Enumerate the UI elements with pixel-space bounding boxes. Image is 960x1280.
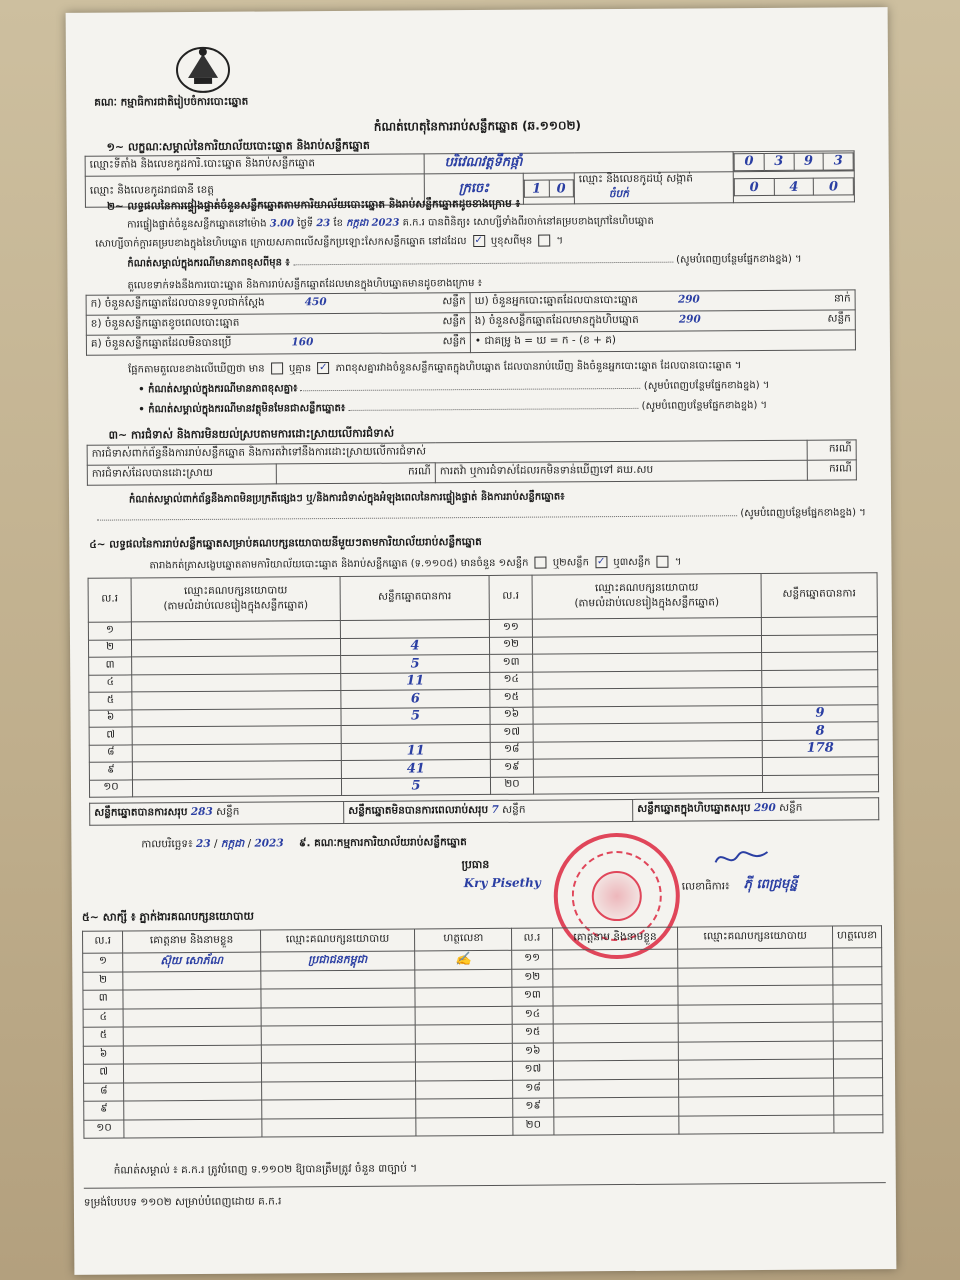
secretary-signature-icon xyxy=(711,846,771,870)
verification-line: ការផ្ទៀងផ្ទាត់ចំនួនសន្លឹកឆ្នោតនៅម៉ោង 3.00 ថ្ងៃទី 23 ខែ កក្កដា 2023 គ.ក.រ បានពិនិត្យ៖ សោហ្សីទាំងពីរចាក់នៅគម្របខាងក្រៅនៃហិបឆ្នោត xyxy=(127,215,654,231)
ballots-unused: 160 xyxy=(291,336,314,349)
location-label: ឈ្មោះទីតាំង និងលេខកូដការិ.បោះឆ្នោត និងរាប់សន្លឹកឆ្នោត xyxy=(85,154,424,176)
party-name xyxy=(132,778,341,797)
party-name xyxy=(132,760,341,779)
witness-party xyxy=(261,988,416,1008)
row-number: ១១ xyxy=(512,950,553,969)
row-number: ៦ xyxy=(89,709,132,727)
witness-signature xyxy=(416,1117,513,1136)
row-number: ១០ xyxy=(84,1120,125,1139)
row-number: ៣ xyxy=(89,657,132,675)
witness-party xyxy=(679,1059,834,1079)
witness-name xyxy=(124,1119,261,1138)
party-name xyxy=(533,740,762,759)
party-name xyxy=(533,705,762,724)
party-name xyxy=(532,618,761,637)
witness-party xyxy=(678,1004,833,1024)
witness-table: ល.រ គោត្តនាម និងនាមខ្លួន ឈ្មោះគណបក្សនយោបាយ ហត្ថលេខា ល.រ គោត្តនាម និងនាមខ្លួន ឈ្មោះគណបក្សនយោបាយ ហត្ថលេខា ១ ស៊ុយ សោភ័ណ ប្រជាជនកម្ពុជា ✍ ១១ ២ ១២ ៣ ១៣ ៤ ១៤ ៥ ១៥ ៦ ១៦ ៧ ១៧ ៨ ១៨ ៩ ១៩ ១០ ២០ xyxy=(82,925,883,1139)
witness-party xyxy=(679,1115,834,1135)
nec-emblem-icon xyxy=(174,40,232,94)
section4-heading: ៤~ លទ្ធផលនៃការរាប់សន្លឹកឆ្នោតសម្រាប់គណបក្សនយោបាយនីមួយៗតាមការិយាល័យរាប់សន្លឹកឆ្នោត xyxy=(89,535,482,551)
changed-checkbox[interactable] xyxy=(538,235,550,247)
vote-count: 5 xyxy=(341,777,490,796)
witness-signature xyxy=(834,1114,883,1133)
code-digit: 4 xyxy=(774,178,814,195)
row-number: ១៥ xyxy=(490,689,533,707)
vote-count: 41 xyxy=(341,759,490,778)
row-number: ១៩ xyxy=(490,759,533,777)
party-name xyxy=(132,690,341,709)
witness-party xyxy=(261,1062,416,1082)
vote-count xyxy=(341,724,490,743)
witness-signature xyxy=(834,1077,883,1096)
row-number: ២០ xyxy=(490,777,533,795)
vote-count: 8 xyxy=(762,722,878,740)
two-sheet-checkbox[interactable]: ✓ xyxy=(596,556,606,568)
has-difference-checkbox[interactable] xyxy=(271,362,283,374)
party-name xyxy=(132,743,341,762)
row-number: ១៨ xyxy=(490,742,533,760)
row-number: ២០ xyxy=(513,1117,554,1136)
witness-name xyxy=(553,986,679,1005)
row-number: ៧ xyxy=(83,1064,124,1083)
witness-party xyxy=(679,1096,834,1116)
witness-signature xyxy=(415,1006,512,1025)
code-digit: 0 xyxy=(734,153,764,170)
irregularity-note: កំណត់សម្គាល់ពាក់ព័ន្ធនឹងភាពមិនប្រក្រតីផ្សេងៗ ឬ/និងការជំទាស់ក្នុងអំឡុងពេលនៃការផ្ទៀងផ្ទាត់ និងការរាប់សន្លឹកឆ្នោត៖ xyxy=(128,491,565,506)
total-ballots-in-box: 290 xyxy=(753,801,776,815)
code-digit: 0 xyxy=(814,178,854,195)
witness-party xyxy=(679,1041,834,1061)
code-digit: 3 xyxy=(823,152,853,169)
witness-name xyxy=(553,1005,679,1024)
time-value: 3.00 xyxy=(269,218,295,230)
witness-name xyxy=(553,1023,679,1042)
difference-note: កំណត់សម្គាល់ក្នុងករណីមានភាពខុសពីមុន ៖ (សូមបំពេញបន្ថែមផ្នែកខាងខ្នង) ។ xyxy=(127,253,802,270)
witness-signature xyxy=(834,1096,883,1115)
witness-party xyxy=(678,1022,833,1042)
witness-name xyxy=(553,1042,679,1061)
row-number: ៦ xyxy=(83,1046,124,1065)
vote-count xyxy=(340,619,489,638)
party-name xyxy=(533,723,762,742)
row-number: ១២ xyxy=(489,637,532,655)
results-body xyxy=(88,617,878,798)
row-number: ១៤ xyxy=(490,672,533,690)
vote-count: 178 xyxy=(762,739,878,757)
party-name xyxy=(533,688,762,707)
witness-signature xyxy=(833,1003,882,1022)
witness-signature xyxy=(833,985,882,1004)
witness-party: ប្រជាជនកម្ពុជា xyxy=(260,951,415,971)
code-digit: 0 xyxy=(734,178,774,195)
party-name xyxy=(132,725,341,744)
section3-heading: ៣~ ការជំទាស់ និងការមិនយល់ស្របតាមការដោះស្រាយលើការជំទាស់ xyxy=(108,426,395,442)
secretary-label: លេខាធិការ៖ xyxy=(681,880,730,893)
row-number: ៨ xyxy=(89,744,132,762)
vote-count xyxy=(762,757,878,775)
witness-name xyxy=(553,1097,679,1116)
row-number: ៧ xyxy=(89,727,132,745)
witness-party xyxy=(261,1080,416,1100)
summary-sheet-line: តារាងកត់ត្រាសង្ខេបឆ្នោតតាមការិយាល័យបោះឆ្នោត និងរាប់សន្លឹកឆ្នោត (ទ.១១០៥) មានចំនួន ១សន្លឹក ឬ២សន្លឹក ✓ ឬ៣សន្លឹក ។ xyxy=(149,556,682,572)
vote-count: 11 xyxy=(341,672,490,691)
signoff-date: កាលបរិច្ឆេទ៖ 23 / កក្កដា / 2023 ៩. គណៈកម្មការការិយាល័យរាប់សន្លឹកឆ្នោត xyxy=(141,836,467,851)
province-value: ក្រចេះ xyxy=(424,173,523,205)
ballots-in-box: 290 xyxy=(678,313,701,326)
witness-name xyxy=(123,989,260,1008)
row-number: ១៣ xyxy=(512,987,553,1006)
row-number: ១៩ xyxy=(513,1098,554,1117)
row-number: ៨ xyxy=(84,1083,125,1102)
witness-signature xyxy=(415,987,512,1006)
footer-divider xyxy=(84,1182,886,1189)
party-name xyxy=(532,635,761,654)
row-number: ១១ xyxy=(489,619,532,637)
witness-party xyxy=(261,1006,416,1026)
witness-party xyxy=(678,948,833,968)
ballots-received: 450 xyxy=(304,296,327,309)
bullet-foreign-object: • កំណត់សម្គាល់ក្នុងករណីមានវត្ថុមិនមែនជាសន្លឹកឆ្នោត៖ (សូមបំពេញបន្ថែមផ្នែកខាងខ្នង) ។ xyxy=(138,399,768,416)
witness-signature xyxy=(416,1061,513,1080)
witness-name xyxy=(552,968,678,987)
commune-value: ចំបក់ xyxy=(608,187,629,201)
row-number: ៤ xyxy=(83,1009,124,1028)
row-number: ១ xyxy=(88,622,131,640)
vote-count xyxy=(762,774,878,792)
witness-name xyxy=(123,1008,260,1027)
witness-signature xyxy=(833,1059,882,1078)
page-title: កំណត់ហេតុនៃការរាប់សន្លឹកឆ្នោត (ឆ.១១០២) xyxy=(373,118,582,134)
witness-name xyxy=(124,1045,261,1064)
row-number: ១៨ xyxy=(513,1080,554,1099)
totals-table: សន្លឹកឆ្នោតបានការសរុប 283 សន្លឹក សន្លឹកឆ្នោតមិនបានការពេលរាប់សរុប 7 សន្លឹក សន្លឹកឆ្នោតក្នុងហិបឆ្នោតសរុប 290 សន្លឹក xyxy=(89,797,879,826)
witness-signature: ✍ xyxy=(415,950,512,969)
province-label: ឈ្មោះ និងលេខកូដរាជធានី ខេត្ត xyxy=(85,174,424,207)
chair-title: ប្រធាន xyxy=(461,857,490,872)
no-difference-checkbox[interactable]: ✓ xyxy=(319,362,328,374)
party-name xyxy=(132,655,341,674)
section1-heading: ១~ លក្ខណៈសម្គាល់នៃការិយាល័យបោះឆ្នោត និងរាប់សន្លឹកឆ្នោត xyxy=(106,138,370,154)
witness-name xyxy=(552,949,678,968)
witness-signature xyxy=(833,948,882,967)
vote-count xyxy=(762,687,878,705)
witness-party xyxy=(261,1025,416,1045)
vote-count xyxy=(761,634,877,652)
witness-name xyxy=(553,1060,679,1079)
row-number: ១៦ xyxy=(490,707,533,725)
witness-name xyxy=(124,1082,261,1101)
party-name xyxy=(132,708,341,727)
row-number: ២ xyxy=(83,972,124,991)
vote-count: 4 xyxy=(340,637,489,656)
year-value: 2023 xyxy=(371,217,400,229)
witness-name xyxy=(123,971,260,990)
section5-heading: ៥~ សាក្សី ៖ ភ្នាក់ងារគណបក្សនយោបាយ xyxy=(81,909,254,924)
row-number: ១ xyxy=(83,953,124,972)
row-number: ៩ xyxy=(84,1101,125,1120)
vote-count: 6 xyxy=(341,689,490,708)
code-digit: 1 xyxy=(524,180,549,197)
party-name xyxy=(132,673,341,692)
escalated-label: ការតវ៉ា ឬការជំទាស់ដែលរកមិនទាន់ឃើញទៅ គឃ.សប xyxy=(435,460,807,483)
total-invalid-votes: 7 xyxy=(491,803,499,816)
form-id: ទម្រង់បែបបទ ១១០២ សម្រាប់បំពេញដោយ គ.ក.រ xyxy=(83,1195,282,1209)
document-page: គណៈ កម្មាធិការជាតិរៀបចំការបោះឆ្នោត កំណត់ហេតុនៃការរាប់សន្លឹកឆ្នោត (ឆ.១១០២) ១~ លក្ខណៈសម្គាល់នៃការិយាល័យបោះឆ្នោត និងរាប់សន្លឹកឆ្នោត ឈ្មោះទីតាំង និងលេខកូដការិ.បោះឆ្នោត និងរាប់សន្លឹកឆ្នោត បរិវេណវត្តទឹកផ្កាំ 0 3 9 3 ឈ្មោះ និងលេខកូដរាជធានី ខេត្ត ក្រចេះ 1 0 ឈ្មោះ និងលេខកូដឃុំ សង្កាត់ ចំបក់ 0 4 0 ២~ លទ្ធផលនៃការផ្ទៀងផ្ទាត់ចំនួនសន្លឹកឆ្នោតតាមការិយាល័យបោះឆ្នោត និងរាប់សន្លឹកឆ្នោតដូចខាងក្រោម ៖ ការផ្ទៀងផ្ទាត់ចំនួនសន្លឹកឆ្នោតនៅម៉ោង 3.00 ថ្ងៃទី 23 ខែ កក្កដា 2023 គ.ក.រ បានពិនិត្យ៖ សោហ្សីទាំងពីរចាក់នៅគម្របខាងក្រៅនៃហិបឆ្នោត សោហ្សីចាក់ក្ដារគម្របខាងក្នុងនៃហិបឆ្នោត ក្រោយសភាពលើសន្លឹកប្រឡោះសែកសន្លឹកឆ្នោត នៅដដែល ✓ ឬខុសពីមុន ។ កំណត់សម្គាល់ក្នុងករណីមានភាពខុសពីមុន ៖ (សូមបំពេញបន្ថែមផ្នែកខាងខ្នង) ។ តួលេខទាក់ទងនឹងការបោះឆ្នោត និងការរាប់សន្លឹកឆ្នោតដែលមានក្នុងហិបឆ្នោតមានដូចខាងក្រោម ៖ ក) ចំនួនសន្លឹកឆ្នោតដែលបានទទួលជាក់ស្ដែង 450 សន្លឹក ឃ) ចំនួនអ្នកបោះឆ្នោតដែលបានបោះឆ្នោត 290 នាក់ ខ) ចំនួនសន្លឹកឆ្នោតខូចពេលបោះឆ្នោត សន្លឹក ង) ចំនួនសន្លឹកឆ្នោតដែលមានក្នុងហិបឆ្នោត 290 សន្លឹក គ) ចំនួនសន្លឹកឆ្នោតដែលមិនបានប្រើ 160 សន្លឹក • ជាគម្រូ ង = ឃ = ក - (ខ + គ) ផ្អែកតាមតួលេខខាងលើឃើញថា មាន ឬគ្មាន ✓ ភាពខុសគ្នារវាងចំនួនសន្លឹកឆ្នោតក្នុងហិបឆ្នោត ដែលបានរាប់ឃើញ និងចំនួនអ្នកបោះឆ្នោត ដែលបានបោះឆ្នោត ។ • កំណត់សម្គាល់ក្នុងករណីមានភាពខុសគ្នា៖ (សូមបំពេញបន្ថែមផ្នែកខាងខ្នង) ។ • កំណត់សម្គាល់ក្នុងករណីមានវត្ថុមិនមែនជាសន្លឹកឆ្នោត៖ (សូមបំពេញបន្ថែមផ្នែកខាងខ្នង) ។ ៣~ ការជំទាស់ និងការមិនយល់ស្របតាមការដោះស្រាយលើការជំទាស់ ការជំទាស់ពាក់ព័ន្ធនឹងការរាប់សន្លឹកឆ្នោត និងការតវ៉ាទៅនឹងការដោះស្រាយលើការជំទាស់ ករណី ការជំទាស់ដែលបានដោះស្រាយ ករណី ការតវ៉ា ឬការជំទាស់ដែលរកមិនទាន់ឃើញទៅ គឃ.សប ករណី កំណត់សម្គាល់ពាក់ព័ន្ធនឹងភាពមិនប្រក្រតីផ្សេងៗ ឬ/និងការជំទាស់ក្នុងអំឡុងពេលនៃការផ្ទៀងផ្ទាត់ និងការរាប់សន្លឹកឆ្នោត៖ (សូមបំពេញបន្ថែមផ្នែកខាងខ្នង) ។ ៤~ លទ្ធផលនៃការរាប់សន្លឹកឆ្នោតសម្រាប់គណបក្សនយោបាយនីមួយៗតាមការិយាល័យរាប់សន្លឹកឆ្នោត តារាងកត់ត្រាសង្ខេបឆ្នោតតាមការិយាល័យបោះឆ្នោត និងរាប់សន្លឹកឆ្នោត (ទ.១១០៥) មានចំនួន ១សន្លឹក ឬ២សន្លឹក ✓ ឬ៣សន្លឹក ។ ល.រ ឈ្មោះគណបក្សនយោបាយ (តាមលំដាប់លេខរៀងក្នុងសន្លឹកឆ្នោត) សន្លឹកឆ្នោតបានការ ល.រ ឈ្មោះគណបក្សនយោបាយ (តាមលំដាប់លេខរៀងក្នុងសន្លឹកឆ្នោត) សន្លឹកឆ្នោតបានការ ១ ១១ ២ 4 ១២ ៣ 5 ១៣ ៤ 11 ១៤ ៥ 6 ១៥ ៦ 5 ១៦ 9 ៧ ១៧ 8 ៨ 11 ១៨ 178 ៩ 41 ១៩ ១០ 5 ២០ សន្លឹកឆ្នោតបានការសរុប 283 សន្លឹក សន្លឹកឆ្នោតមិនបានការពេលរាប់សរុប 7 សន្លឹក សន្លឹកឆ្នោតក្នុងហិបឆ្នោតសរុប 290 សន្លឹក កាលបរិច្ឆេទ៖ 23 / កក្កដា / 2023 ៩. គណៈកម្មការការិយាល័យរាប់សន្លឹកឆ្នោត ប្រធាន Kry Pisethy លេខាធិការ៖ ភ៉ី ពេជ្រមុន្នី ៥~ សាក្សី ៖ ភ្នាក់ងារគណបក្សនយោបាយ ល.រ គោត្តនាម និងនាមខ្លួន ឈ្មោះគណបក្សនយោបាយ ហត្ថលេខា ល.រ គោត្តនាម និងនាមខ្លួន ឈ្មោះគណបក្សនយោបាយ ហត្ថលេខា ១ ស៊ុយ សោភ័ណ ប្រជាជនកម្ពុជា ✍ ១១ ២ ១២ ៣ ១៣ ៤ ១៤ ៥ ១៥ ៦ ១៦ ៧ ១៧ ៨ ១៨ ៩ ១៩ ១០ ២០ កំណត់សម្គាល់ ៖ គ.ក.រ ត្រូវបំពេញ ទ.១១០២ ឱ្យបានត្រឹមត្រូវ ចំនួន ៣ច្បាប់ ។ ទម្រង់បែបបទ ១១០២ សម្រាប់បំពេញដោយ គ.ក.រ xyxy=(66,7,897,1275)
vote-count xyxy=(761,617,877,635)
code-digit: 0 xyxy=(549,180,574,197)
row-number: ១៤ xyxy=(512,1006,553,1025)
witness-signature xyxy=(416,1098,513,1117)
vote-count xyxy=(762,669,878,687)
month-value: កក្កដា xyxy=(346,217,369,229)
witness-body xyxy=(83,948,883,1139)
witness-signature xyxy=(416,1043,513,1062)
vote-count: 5 xyxy=(341,654,490,673)
commune-label: ឈ្មោះ និងលេខកូដឃុំ សង្កាត់ xyxy=(578,172,693,186)
results-table: ល.រ ឈ្មោះគណបក្សនយោបាយ (តាមលំដាប់លេខរៀងក្នុងសន្លឹកឆ្នោត) សន្លឹកឆ្នោតបានការ ល.រ ឈ្មោះគណបក្សនយោបាយ (តាមលំដាប់លេខរៀងក្នុងសន្លឹកឆ្នោត) សន្លឹកឆ្នោតបានការ ១ ១១ ២ 4 ១២ ៣ 5 ១៣ ៤ 11 ១៤ ៥ 6 ១៥ ៦ 5 ១៦ 9 ៧ ១៧ 8 ៨ 11 ១៨ 178 ៩ 41 ១៩ ១០ 5 ២០ xyxy=(88,572,880,798)
party-name xyxy=(533,775,762,794)
code-digit: 9 xyxy=(794,153,824,170)
row-number: ៣ xyxy=(83,990,124,1009)
witness-name: ស៊ុយ សោភ័ណ xyxy=(123,952,260,971)
resolved-label: ការជំទាស់ដែលបានដោះស្រាយ xyxy=(87,464,276,485)
summary-intro: តួលេខទាក់ទងនឹងការបោះឆ្នោត និងការរាប់សន្លឹកឆ្នោតដែលមានក្នុងហិបឆ្នោតមានដូចខាងក្រោម ៖ xyxy=(127,277,483,292)
vote-count: 11 xyxy=(341,742,490,761)
objection-row1: ការជំទាស់ពាក់ព័ន្ធនឹងការរាប់សន្លឹកឆ្នោត និងការតវ៉ាទៅនឹងការដោះស្រាយលើការជំទាស់ xyxy=(87,440,807,465)
party-name xyxy=(131,638,340,657)
party-name xyxy=(533,653,762,672)
bullet-difference: • កំណត់សម្គាល់ក្នុងករណីមានភាពខុសគ្នា៖ (សូមបំពេញបន្ថែមផ្នែកខាងខ្នង) ។ xyxy=(138,379,770,396)
party-name xyxy=(533,758,762,777)
witness-party xyxy=(261,1043,416,1063)
row-number: ១៥ xyxy=(512,1024,553,1043)
row-number: ១០ xyxy=(89,779,132,797)
witness-name xyxy=(553,1079,679,1098)
row-number: ៩ xyxy=(89,762,132,780)
witness-party xyxy=(679,1078,834,1098)
chair-signature: Kry Pisethy xyxy=(463,875,541,891)
seal-line: សោហ្សីចាក់ក្ដារគម្របខាងក្នុងនៃហិបឆ្នោត ក្រោយសភាពលើសន្លឹកប្រឡោះសែកសន្លឹកឆ្នោត នៅដដែល ✓ ឬខុសពីមុន ។ xyxy=(95,234,564,250)
witness-signature xyxy=(833,966,882,985)
witness-signature xyxy=(415,1024,512,1043)
voters-voted: 290 xyxy=(677,293,700,306)
comparison-line: ផ្អែកតាមតួលេខខាងលើឃើញថា មាន ឬគ្មាន ✓ ភាពខុសគ្នារវាងចំនួនសន្លឹកឆ្នោតក្នុងហិបឆ្នោត ដែលបានរាប់ឃើញ និងចំនួនអ្នកបោះឆ្នោត ដែលបានបោះឆ្នោត ។ xyxy=(128,360,742,376)
vote-count xyxy=(762,652,878,670)
row-number: ៥ xyxy=(89,692,132,710)
row-number: ៤ xyxy=(89,674,132,692)
objection-table: ការជំទាស់ពាក់ព័ន្ធនឹងការរាប់សន្លឹកឆ្នោត និងការតវ៉ាទៅនឹងការដោះស្រាយលើការជំទាស់ ករណី ការជំទាស់ដែលបានដោះស្រាយ ករណី ការតវ៉ា ឬការជំទាស់ដែលរកមិនទាន់ឃើញទៅ គឃ.សប ករណី xyxy=(87,439,857,485)
row-number: ១២ xyxy=(512,969,553,988)
witness-party xyxy=(260,969,415,989)
row-number: ១៣ xyxy=(490,654,533,672)
witness-signature xyxy=(415,969,512,988)
day-value: 23 xyxy=(316,218,331,230)
witness-signature xyxy=(416,1080,513,1099)
org-name: គណៈ កម្មាធិការជាតិរៀបចំការបោះឆ្នោត xyxy=(94,95,249,109)
witness-name xyxy=(124,1063,261,1082)
same-checkbox[interactable]: ✓ xyxy=(474,234,483,247)
row-number: ២ xyxy=(88,639,131,657)
section2-heading: ២~ លទ្ធផលនៃការផ្ទៀងផ្ទាត់ចំនួនសន្លឹកឆ្នោតតាមការិយាល័យបោះឆ្នោត និងរាប់សន្លឹកឆ្នោតដូចខាងក្រោម ៖ xyxy=(106,197,521,213)
total-valid-votes: 283 xyxy=(190,805,213,819)
vote-count: 9 xyxy=(762,704,878,722)
row-number: ១៧ xyxy=(513,1061,554,1080)
witness-party xyxy=(678,985,833,1005)
witness-signature xyxy=(833,1040,882,1059)
secretary-name: ភ៉ី ពេជ្រមុន្នី xyxy=(743,876,798,893)
code-digit: 3 xyxy=(764,153,794,170)
row-number: ៥ xyxy=(83,1027,124,1046)
witness-party xyxy=(261,1099,416,1119)
witness-signature xyxy=(833,1022,882,1041)
witness-party xyxy=(261,1117,416,1137)
witness-name xyxy=(553,1116,679,1135)
row-number: ១៧ xyxy=(490,724,533,742)
row-number: ១៦ xyxy=(513,1043,554,1062)
footer-note: កំណត់សម្គាល់ ៖ គ.ក.រ ត្រូវបំពេញ ទ.១១០២ ឱ្យបានត្រឹមត្រូវ ចំនួន ៣ច្បាប់ ។ xyxy=(113,1162,418,1177)
vote-count: 5 xyxy=(341,707,490,726)
three-sheet-checkbox[interactable] xyxy=(657,556,669,568)
party-name xyxy=(131,620,340,639)
witness-name xyxy=(124,1100,261,1119)
ballot-summary-table: ក) ចំនួនសន្លឹកឆ្នោតដែលបានទទួលជាក់ស្ដែង 450 សន្លឹក ឃ) ចំនួនអ្នកបោះឆ្នោតដែលបានបោះឆ្នោត 290 នាក់ ខ) ចំនួនសន្លឹកឆ្នោតខូចពេលបោះឆ្នោត សន្លឹក ង) ចំនួនសន្លឹកឆ្នោតដែលមានក្នុងហិបឆ្នោត 290 សន្លឹក គ) ចំនួនសន្លឹកឆ្នោតដែលមិនបានប្រើ 160 សន្លឹក • ជាគម្រូ ង = ឃ = ក - (ខ + គ) xyxy=(86,289,856,355)
party-name xyxy=(533,670,762,689)
location-value: បរិវេណវត្តទឹកផ្កាំ xyxy=(424,152,733,174)
witness-party xyxy=(678,967,833,987)
witness-name xyxy=(124,1026,261,1045)
one-sheet-checkbox[interactable] xyxy=(535,557,547,569)
formula: • ជាគម្រូ ង = ឃ = ក - (ខ + គ) xyxy=(470,330,855,353)
